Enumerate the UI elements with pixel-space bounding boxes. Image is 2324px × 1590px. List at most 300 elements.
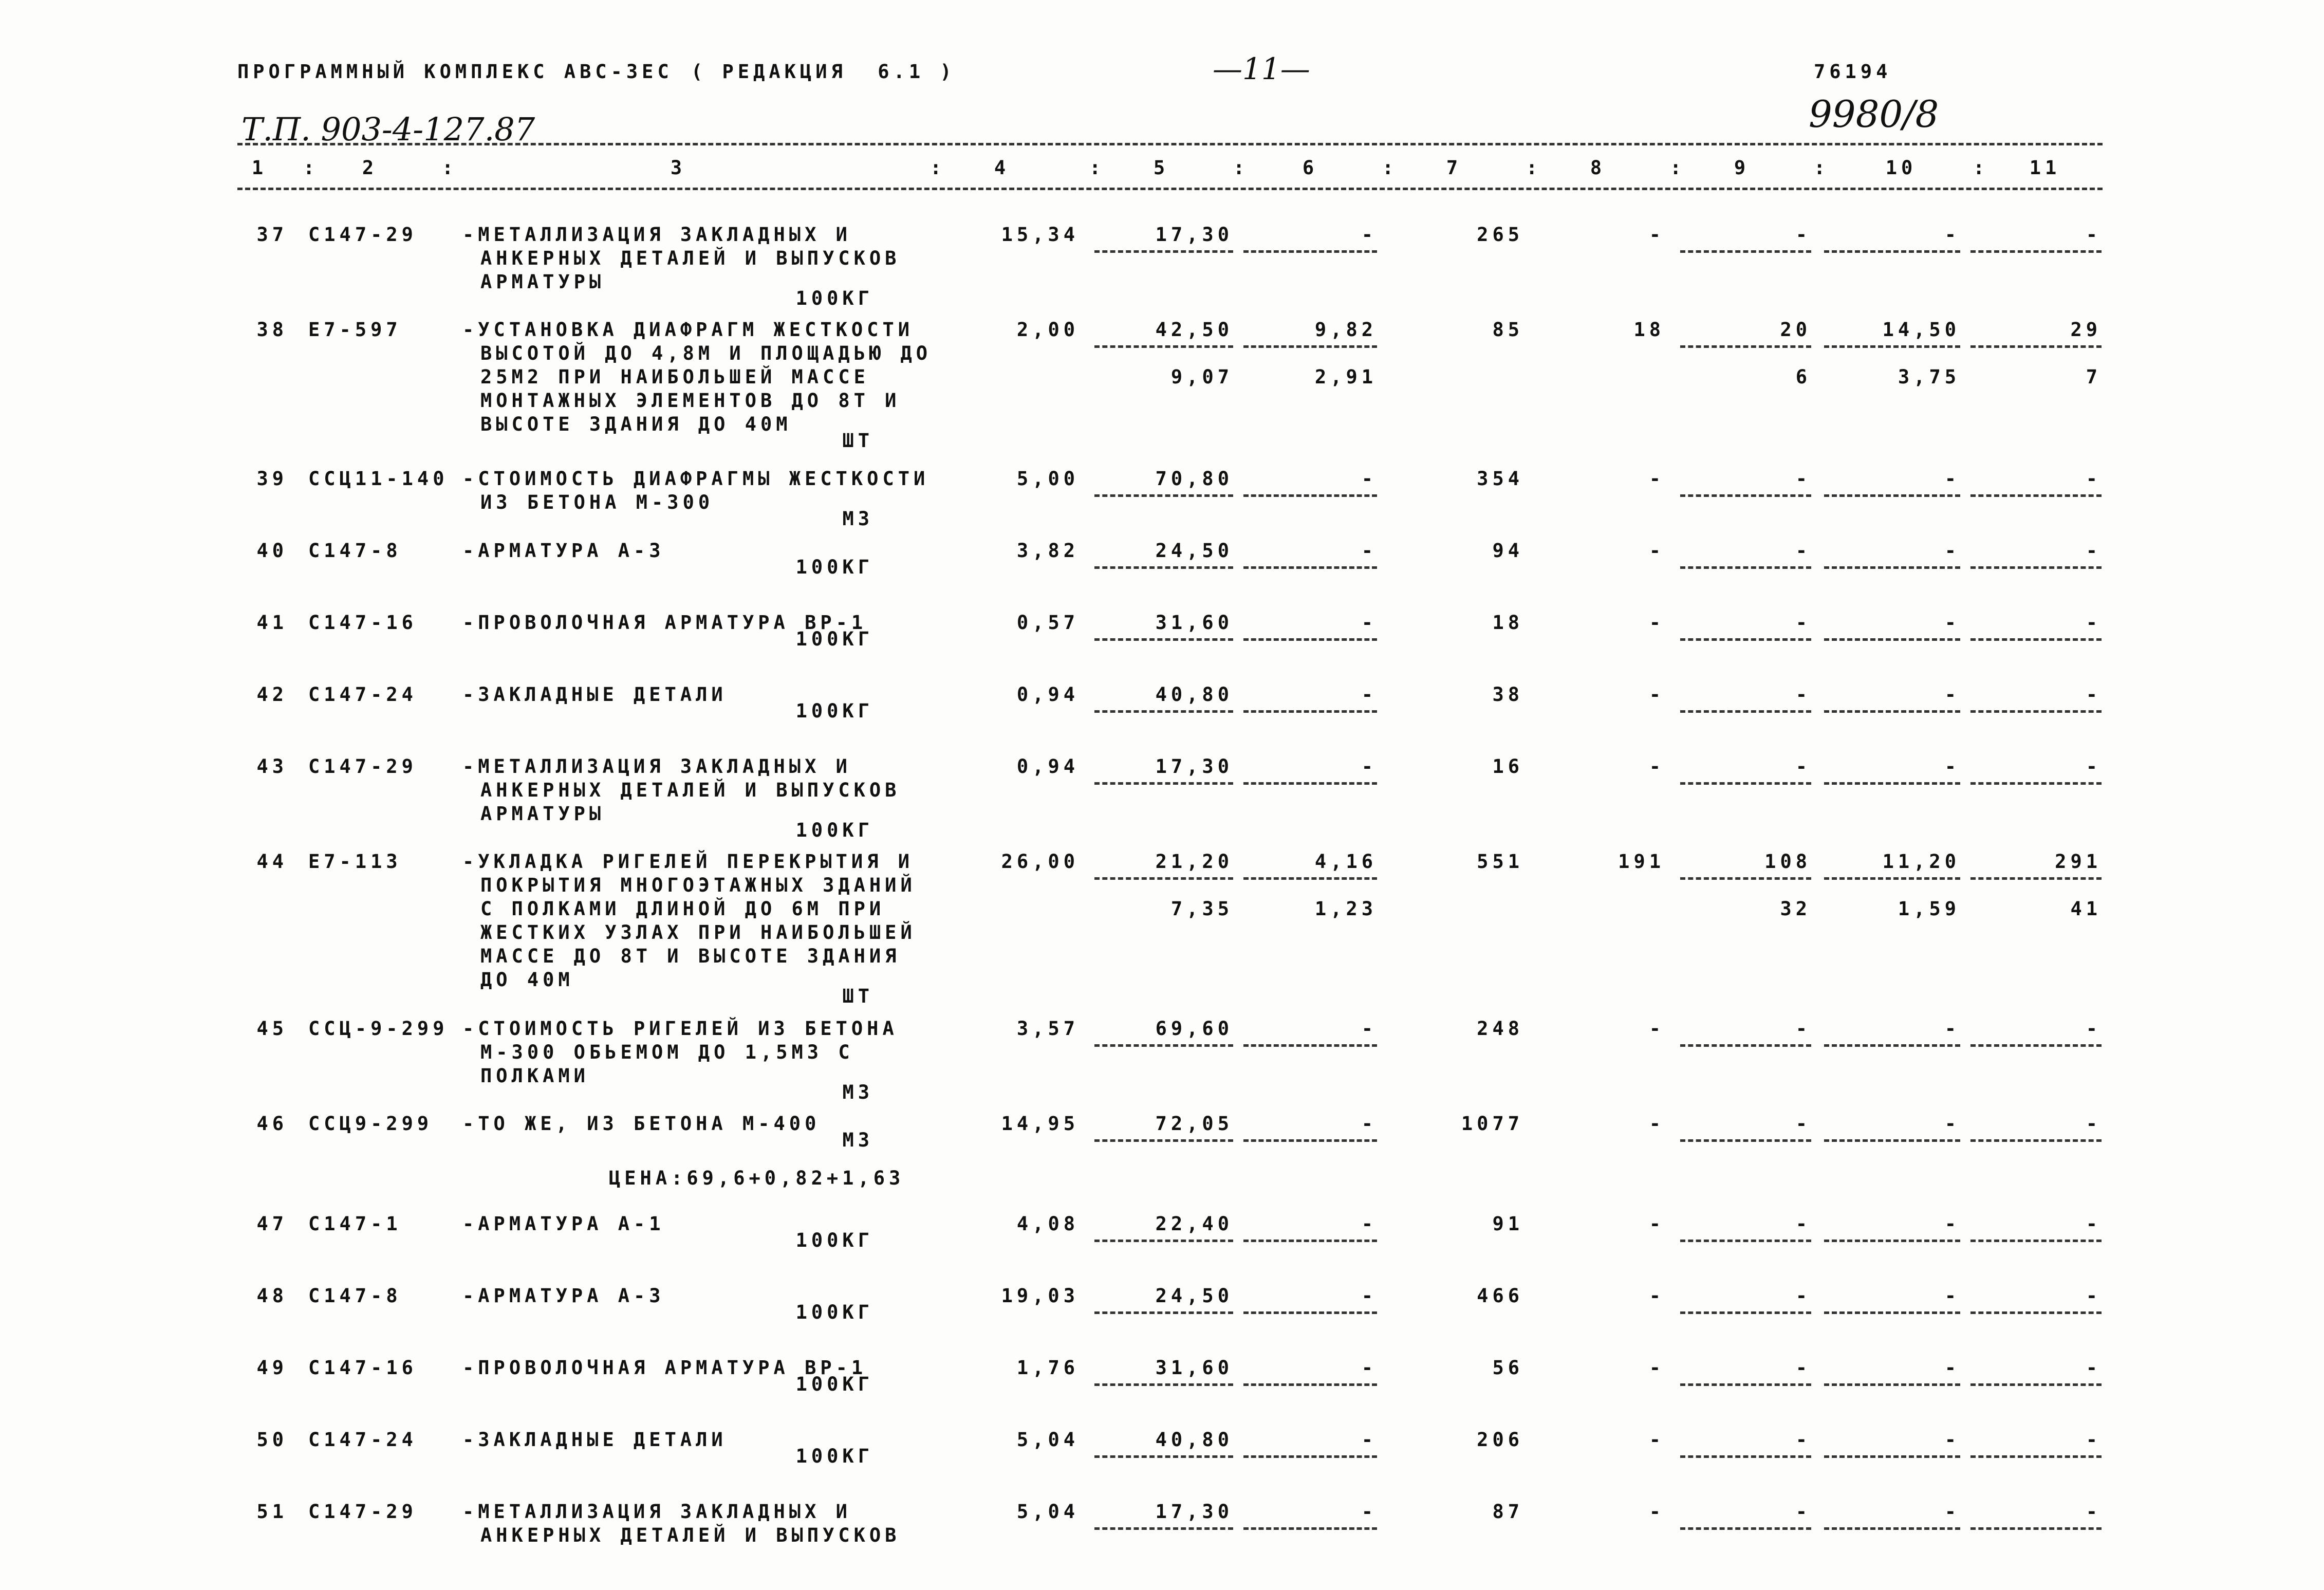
cell-rule <box>1243 1240 1377 1242</box>
row-cell-c6: - <box>1361 224 1377 246</box>
row-cell-c8: - <box>1649 224 1665 246</box>
column-header-4: 4 <box>994 157 1010 179</box>
row-cell-c6: - <box>1361 1501 1377 1523</box>
row-description-line: -МЕТАЛЛИЗАЦИЯ ЗАКЛАДНЫХ И <box>462 224 851 246</box>
row-cell-c10: - <box>1944 540 1960 562</box>
doc-code: 76194 <box>1814 61 1892 83</box>
row-cell-c9: - <box>1795 1018 1811 1040</box>
row-cell-c9: - <box>1795 468 1811 490</box>
row-description-line: АРМАТУРЫ <box>480 803 605 825</box>
row-cell-c8: - <box>1649 1357 1665 1379</box>
row-cell-c7: 16 <box>1492 755 1523 778</box>
row-code: С147-29 <box>308 1501 417 1523</box>
handwritten-inventory-number: 9980/8 <box>1809 93 1939 136</box>
row-cell-c10: - <box>1944 1357 1960 1379</box>
row-cell-c9: - <box>1795 612 1811 634</box>
row-unit: 100КГ <box>795 1301 873 1323</box>
row-cell-c10: - <box>1944 612 1960 634</box>
row-description-line: -АРМАТУРА А-3 <box>462 1285 665 1307</box>
row-cell-c11: - <box>2086 683 2102 706</box>
row-code: С147-29 <box>308 755 417 778</box>
column-separator: : <box>1233 157 1249 179</box>
row-cell-c11: - <box>2086 1429 2102 1451</box>
cell-rule <box>1824 1139 1960 1142</box>
row-unit: 100КГ <box>795 1373 873 1395</box>
row-cell-c10: 11,20 <box>1882 851 1960 873</box>
row-cell-c7: 354 <box>1477 468 1523 490</box>
row-cell-c10: - <box>1944 1018 1960 1040</box>
column-separator: : <box>1382 157 1398 179</box>
row-cell-c7: 85 <box>1492 319 1523 341</box>
edition-label: ( РЕДАКЦИЯ 6.1 ) <box>691 61 956 83</box>
row-description-line: ВЫСОТОЙ ДО 4,8М И ПЛОЩАДЬЮ ДО <box>480 342 932 364</box>
row-cell-c4: 5,04 <box>1016 1429 1079 1451</box>
cell-rule <box>1680 1240 1811 1242</box>
row-code: С147-8 <box>308 540 402 562</box>
cell-rule <box>1094 710 1233 713</box>
cell-rule <box>1094 1455 1233 1458</box>
row-subcell-s11: 7 <box>2086 366 2102 388</box>
row-cell-c5: 31,60 <box>1155 1357 1233 1379</box>
row-description-line: ЖЕСТКИХ УЗЛАХ ПРИ НАИБОЛЬШЕЙ <box>480 921 916 944</box>
program-title: ПРОГРАММНЫЙ КОМПЛЕКС АВС-ЗЕС <box>237 61 673 83</box>
row-cell-c9: 20 <box>1780 319 1811 341</box>
column-separator: : <box>1089 157 1105 179</box>
cell-rule <box>1970 1044 2102 1047</box>
row-description-line: -УКЛАДКА РИГЕЛЕЙ ПЕРЕКРЫТИЯ И <box>462 851 914 873</box>
cell-rule <box>1680 345 1811 348</box>
cell-rule <box>1970 710 2102 713</box>
row-cell-c10: - <box>1944 1113 1960 1135</box>
row-code: ССЦ-9-299 <box>308 1018 449 1040</box>
row-cell-c8: - <box>1649 1213 1665 1235</box>
cell-rule <box>1094 1311 1233 1314</box>
cell-rule <box>1824 566 1960 569</box>
row-number: 51 <box>256 1501 288 1523</box>
handwritten-project-number: Т.П. 903-4-127.87 <box>241 110 535 148</box>
column-header-3: 3 <box>670 157 686 179</box>
row-cell-c8: - <box>1649 755 1665 778</box>
row-cell-c4: 5,00 <box>1016 468 1079 490</box>
row-cell-c11: - <box>2086 755 2102 778</box>
column-header-6: 6 <box>1302 157 1318 179</box>
row-cell-c9: - <box>1795 683 1811 706</box>
row-cell-c7: 94 <box>1492 540 1523 562</box>
cell-rule <box>1094 1240 1233 1242</box>
row-number: 50 <box>256 1429 288 1451</box>
row-description-line: АНКЕРНЫХ ДЕТАЛЕЙ И ВЫПУСКОВ <box>480 1524 901 1546</box>
row-cell-c6: - <box>1361 1018 1377 1040</box>
row-cell-c5: 72,05 <box>1155 1113 1233 1135</box>
row-cell-c8: - <box>1649 1113 1665 1135</box>
row-description-line: -МЕТАЛЛИЗАЦИЯ ЗАКЛАДНЫХ И <box>462 755 851 778</box>
row-cell-c10: 14,50 <box>1882 319 1960 341</box>
row-description-line: -ЗАКЛАДНЫЕ ДЕТАЛИ <box>462 683 727 706</box>
row-description-line: -ЗАКЛАДНЫЕ ДЕТАЛИ <box>462 1429 727 1451</box>
row-code: С147-24 <box>308 683 417 706</box>
row-cell-c10: - <box>1944 1285 1960 1307</box>
column-separator: : <box>930 157 946 179</box>
row-cell-c7: 38 <box>1492 683 1523 706</box>
column-header-5: 5 <box>1153 157 1169 179</box>
row-subcell-s9: 32 <box>1780 898 1811 920</box>
column-header-1: 1 <box>251 157 268 179</box>
cell-rule <box>1243 1311 1377 1314</box>
row-cell-c8: - <box>1649 1501 1665 1523</box>
cell-rule <box>1970 638 2102 641</box>
row-cell-c10: - <box>1944 755 1960 778</box>
row-cell-c6: - <box>1361 1113 1377 1135</box>
column-header-7: 7 <box>1446 157 1462 179</box>
row-cell-c8: - <box>1649 612 1665 634</box>
column-separator: : <box>303 157 319 179</box>
row-cell-c5: 17,30 <box>1155 224 1233 246</box>
column-header-8: 8 <box>1590 157 1606 179</box>
row-code: С147-16 <box>308 1357 417 1379</box>
row-number: 41 <box>256 612 288 634</box>
row-unit: 100КГ <box>795 819 873 841</box>
column-separator: : <box>442 157 458 179</box>
row-cell-c5: 17,30 <box>1155 755 1233 778</box>
cell-rule <box>1680 710 1811 713</box>
cell-rule <box>1970 1527 2102 1530</box>
row-cell-c5: 22,40 <box>1155 1213 1233 1235</box>
row-number: 40 <box>256 540 288 562</box>
row-cell-c9: - <box>1795 540 1811 562</box>
row-cell-c8: 18 <box>1633 319 1665 341</box>
row-code: Е7-113 <box>308 851 402 873</box>
row-cell-c10: - <box>1944 1501 1960 1523</box>
cell-rule <box>1970 1139 2102 1142</box>
row-unit: ШТ <box>842 985 873 1007</box>
row-unit: 100КГ <box>795 628 873 650</box>
cell-rule <box>1680 1139 1811 1142</box>
row-cell-c11: - <box>2086 1213 2102 1235</box>
row-cell-c4: 15,34 <box>1001 224 1079 246</box>
row-number: 48 <box>256 1285 288 1307</box>
row-number: 39 <box>256 468 288 490</box>
row-description-line: С ПОЛКАМИ ДЛИНОЙ ДО 6М ПРИ <box>480 898 885 920</box>
row-unit: ШТ <box>842 430 873 452</box>
row-code: С147-1 <box>308 1213 402 1235</box>
cell-rule <box>1243 345 1377 348</box>
row-cell-c11: - <box>2086 224 2102 246</box>
row-cell-c6: - <box>1361 468 1377 490</box>
row-cell-c8: - <box>1649 1285 1665 1307</box>
row-cell-c9: - <box>1795 1285 1811 1307</box>
cell-rule <box>1970 566 2102 569</box>
row-description-line: -ПРОВОЛОЧНАЯ АРМАТУРА ВР-1 <box>462 612 867 634</box>
row-unit: 100КГ <box>795 1229 873 1251</box>
cell-rule <box>1824 345 1960 348</box>
row-description-line: МАССЕ ДО 8Т И ВЫСОТЕ ЗДАНИЯ <box>480 945 901 967</box>
row-cell-c11: - <box>2086 1285 2102 1307</box>
row-description-line: -МЕТАЛЛИЗАЦИЯ ЗАКЛАДНЫХ И <box>462 1501 851 1523</box>
row-subcell-s10: 3,75 <box>1898 366 1960 388</box>
row-cell-c10: - <box>1944 683 1960 706</box>
row-cell-c8: - <box>1649 1018 1665 1040</box>
row-cell-c6: - <box>1361 1213 1377 1235</box>
cell-rule <box>1243 1455 1377 1458</box>
cell-rule <box>1094 345 1233 348</box>
row-description-line: М-300 ОБЬЕМОМ ДО 1,5М3 С <box>480 1041 854 1063</box>
row-cell-c9: - <box>1795 1213 1811 1235</box>
cell-rule <box>1824 1383 1960 1386</box>
row-description-line: -АРМАТУРА А-3 <box>462 540 665 562</box>
row-cell-c11: - <box>2086 1018 2102 1040</box>
cell-rule <box>1824 638 1960 641</box>
row-cell-c11: - <box>2086 1113 2102 1135</box>
row-number: 49 <box>256 1357 288 1379</box>
row-cell-c6: - <box>1361 683 1377 706</box>
cell-rule <box>1970 877 2102 880</box>
row-cell-c6: - <box>1361 540 1377 562</box>
row-code: С147-24 <box>308 1429 417 1451</box>
row-cell-c9: - <box>1795 224 1811 246</box>
row-number: 43 <box>256 755 288 778</box>
row-unit: 100КГ <box>795 700 873 722</box>
column-header-9: 9 <box>1734 157 1750 179</box>
cell-rule <box>1970 1311 2102 1314</box>
row-subcell-s6: 2,91 <box>1314 366 1377 388</box>
row-subcell-s10: 1,59 <box>1898 898 1960 920</box>
row-cell-c11: 291 <box>2055 851 2102 873</box>
column-separator: : <box>1973 157 1989 179</box>
row-cell-c9: - <box>1795 1113 1811 1135</box>
cell-rule <box>1094 877 1233 880</box>
row-cell-c7: 18 <box>1492 612 1523 634</box>
row-description-line: МОНТАЖНЫХ ЭЛЕМЕНТОВ ДО 8Т И <box>480 390 901 412</box>
row-description-line: АРМАТУРЫ <box>480 271 605 293</box>
row-cell-c7: 466 <box>1477 1285 1523 1307</box>
row-cell-c5: 21,20 <box>1155 851 1233 873</box>
row-cell-c4: 2,00 <box>1016 319 1079 341</box>
row-cell-c6: 9,82 <box>1314 319 1377 341</box>
row-description-line: ВЫСОТЕ ЗДАНИЯ ДО 40М <box>480 413 792 435</box>
header-rule-top <box>237 143 2103 145</box>
column-separator: : <box>1814 157 1830 179</box>
row-cell-c4: 0,94 <box>1016 683 1079 706</box>
page-number: —11— <box>1213 51 1310 86</box>
row-description-line: ПОЛКАМИ <box>480 1065 589 1087</box>
cell-rule <box>1094 638 1233 641</box>
row-subcell-s5: 7,35 <box>1170 898 1233 920</box>
row-description-line: ИЗ БЕТОНА М-300 <box>480 491 714 513</box>
column-header-2: 2 <box>362 157 378 179</box>
cell-rule <box>1680 1383 1811 1386</box>
cell-rule <box>1970 1455 2102 1458</box>
row-cell-c11: - <box>2086 1501 2102 1523</box>
cell-rule <box>1970 1240 2102 1242</box>
row-cell-c7: 91 <box>1492 1213 1523 1235</box>
row-cell-c6: - <box>1361 1357 1377 1379</box>
row-cell-c4: 26,00 <box>1001 851 1079 873</box>
row-subcell-s5: 9,07 <box>1170 366 1233 388</box>
row-code: С147-8 <box>308 1285 402 1307</box>
row-cell-c5: 40,80 <box>1155 683 1233 706</box>
cell-rule <box>1094 250 1233 253</box>
cell-rule <box>1970 1383 2102 1386</box>
row-cell-c11: - <box>2086 540 2102 562</box>
row-cell-c7: 265 <box>1477 224 1523 246</box>
row-cell-c8: - <box>1649 468 1665 490</box>
column-header-10: 10 <box>1885 157 1917 179</box>
row-cell-c11: - <box>2086 468 2102 490</box>
cell-rule <box>1243 877 1377 880</box>
row-cell-c8: - <box>1649 683 1665 706</box>
row-description-line: -АРМАТУРА А-1 <box>462 1213 665 1235</box>
row-cell-c5: 31,60 <box>1155 612 1233 634</box>
row-cell-c7: 56 <box>1492 1357 1523 1379</box>
row-number: 47 <box>256 1213 288 1235</box>
cell-rule <box>1680 1311 1811 1314</box>
row-number: 45 <box>256 1018 288 1040</box>
cell-rule <box>1243 1139 1377 1142</box>
row-cell-c8: - <box>1649 540 1665 562</box>
row-cell-c7: 1077 <box>1461 1113 1523 1135</box>
row-cell-c9: - <box>1795 1429 1811 1451</box>
row-cell-c7: 551 <box>1477 851 1523 873</box>
row-cell-c11: - <box>2086 612 2102 634</box>
row-cell-c9: - <box>1795 1501 1811 1523</box>
row-cell-c8: 191 <box>1618 851 1665 873</box>
row-cell-c8: - <box>1649 1429 1665 1451</box>
cell-rule <box>1824 494 1960 497</box>
row-cell-c11: - <box>2086 1357 2102 1379</box>
row-description-line: -УСТАНОВКА ДИАФРАГМ ЖЕСТКОСТИ <box>462 319 914 341</box>
row-cell-c4: 1,76 <box>1016 1357 1079 1379</box>
cell-rule <box>1970 345 2102 348</box>
row-cell-c7: 206 <box>1477 1429 1523 1451</box>
row-cell-c10: - <box>1944 1429 1960 1451</box>
cell-rule <box>1824 877 1960 880</box>
row-number: 42 <box>256 683 288 706</box>
cell-rule <box>1680 494 1811 497</box>
row-unit: М3 <box>842 508 873 530</box>
row-unit: 100КГ <box>795 287 873 309</box>
row-cell-c7: 248 <box>1477 1018 1523 1040</box>
row-cell-c9: - <box>1795 1357 1811 1379</box>
row-unit: 100КГ <box>795 556 873 578</box>
cell-rule <box>1680 1044 1811 1047</box>
cell-rule <box>1824 710 1960 713</box>
cell-rule <box>1243 566 1377 569</box>
cell-rule <box>1680 782 1811 785</box>
cell-rule <box>1094 1527 1233 1530</box>
row-description-line: ПОКРЫТИЯ МНОГОЭТАЖНЫХ ЗДАНИЙ <box>480 874 916 896</box>
row-cell-c6: - <box>1361 755 1377 778</box>
cell-rule <box>1680 638 1811 641</box>
row-description-line: -ПРОВОЛОЧНАЯ АРМАТУРА ВР-1 <box>462 1357 867 1379</box>
row-code: С147-16 <box>308 612 417 634</box>
row-unit: М3 <box>842 1129 873 1151</box>
cell-rule <box>1680 566 1811 569</box>
row-cell-c7: 87 <box>1492 1501 1523 1523</box>
row-cell-c9: 108 <box>1764 851 1811 873</box>
row-number: 46 <box>256 1113 288 1135</box>
cell-rule <box>1094 566 1233 569</box>
row-subcell-s9: 6 <box>1795 366 1811 388</box>
row-description-line: -СТОИМОСТЬ РИГЕЛЕЙ ИЗ БЕТОНА <box>462 1018 898 1040</box>
row-cell-c10: - <box>1944 1213 1960 1235</box>
cell-rule <box>1970 250 2102 253</box>
row-cell-c4: 3,57 <box>1016 1018 1079 1040</box>
cell-rule <box>1824 1044 1960 1047</box>
row-cell-c5: 17,30 <box>1155 1501 1233 1523</box>
row-cell-c5: 70,80 <box>1155 468 1233 490</box>
row-cell-c5: 24,50 <box>1155 1285 1233 1307</box>
row-cell-c11: 29 <box>2070 319 2102 341</box>
row-number: 37 <box>256 224 288 246</box>
row-number: 44 <box>256 851 288 873</box>
cell-rule <box>1243 1044 1377 1047</box>
row-cell-c4: 0,57 <box>1016 612 1079 634</box>
cell-rule <box>1243 1527 1377 1530</box>
row-code: ССЦ11-140 <box>308 468 449 490</box>
row-code: ССЦ9-299 <box>308 1113 433 1135</box>
row-description-line: ДО 40М <box>480 969 574 991</box>
cell-rule <box>1824 1455 1960 1458</box>
row-cell-c4: 0,94 <box>1016 755 1079 778</box>
row-unit: М3 <box>842 1081 873 1103</box>
cell-rule <box>1243 710 1377 713</box>
cell-rule <box>1824 1311 1960 1314</box>
row-subcell-s11: 41 <box>2070 898 2102 920</box>
cell-rule <box>1243 250 1377 253</box>
row-cell-c4: 4,08 <box>1016 1213 1079 1235</box>
row-cell-c4: 3,82 <box>1016 540 1079 562</box>
cell-rule <box>1243 494 1377 497</box>
cell-rule <box>1824 250 1960 253</box>
cell-rule <box>1680 1455 1811 1458</box>
row-cell-c6: - <box>1361 612 1377 634</box>
cell-rule <box>1970 782 2102 785</box>
cell-rule <box>1094 1139 1233 1142</box>
row-cell-c5: 40,80 <box>1155 1429 1233 1451</box>
row-cell-c4: 14,95 <box>1001 1113 1079 1135</box>
row-cell-c4: 19,03 <box>1001 1285 1079 1307</box>
row-description-line: -ТО ЖЕ, ИЗ БЕТОНА М-400 <box>462 1113 821 1135</box>
column-separator: : <box>1670 157 1686 179</box>
cell-rule <box>1094 1383 1233 1386</box>
row-cell-c5: 69,60 <box>1155 1018 1233 1040</box>
row-description-line: 25М2 ПРИ НАИБОЛЬШЕЙ МАССЕ <box>480 366 869 388</box>
row-cell-c6: - <box>1361 1285 1377 1307</box>
row-unit: 100КГ <box>795 1445 873 1467</box>
cell-rule <box>1824 1240 1960 1242</box>
column-header-11: 11 <box>2029 157 2061 179</box>
row-code: С147-29 <box>308 224 417 246</box>
row-description-line: -СТОИМОСТЬ ДИАФРАГМЫ ЖЕСТКОСТИ <box>462 468 929 490</box>
row-cell-c6: 4,16 <box>1314 851 1377 873</box>
cell-rule <box>1824 782 1960 785</box>
row-cell-c10: - <box>1944 468 1960 490</box>
row-cell-c10: - <box>1944 224 1960 246</box>
row-cell-c4: 5,04 <box>1016 1501 1079 1523</box>
cell-rule <box>1680 250 1811 253</box>
cell-rule <box>1243 638 1377 641</box>
row-number: 38 <box>256 319 288 341</box>
row-cell-c6: - <box>1361 1429 1377 1451</box>
cell-rule <box>1680 877 1811 880</box>
row-cell-c9: - <box>1795 755 1811 778</box>
row-subcell-s6: 1,23 <box>1314 898 1377 920</box>
column-separator: : <box>1526 157 1542 179</box>
row-cell-c5: 24,50 <box>1155 540 1233 562</box>
cell-rule <box>1243 782 1377 785</box>
cell-rule <box>1824 1527 1960 1530</box>
header-rule-bottom <box>237 188 2103 190</box>
